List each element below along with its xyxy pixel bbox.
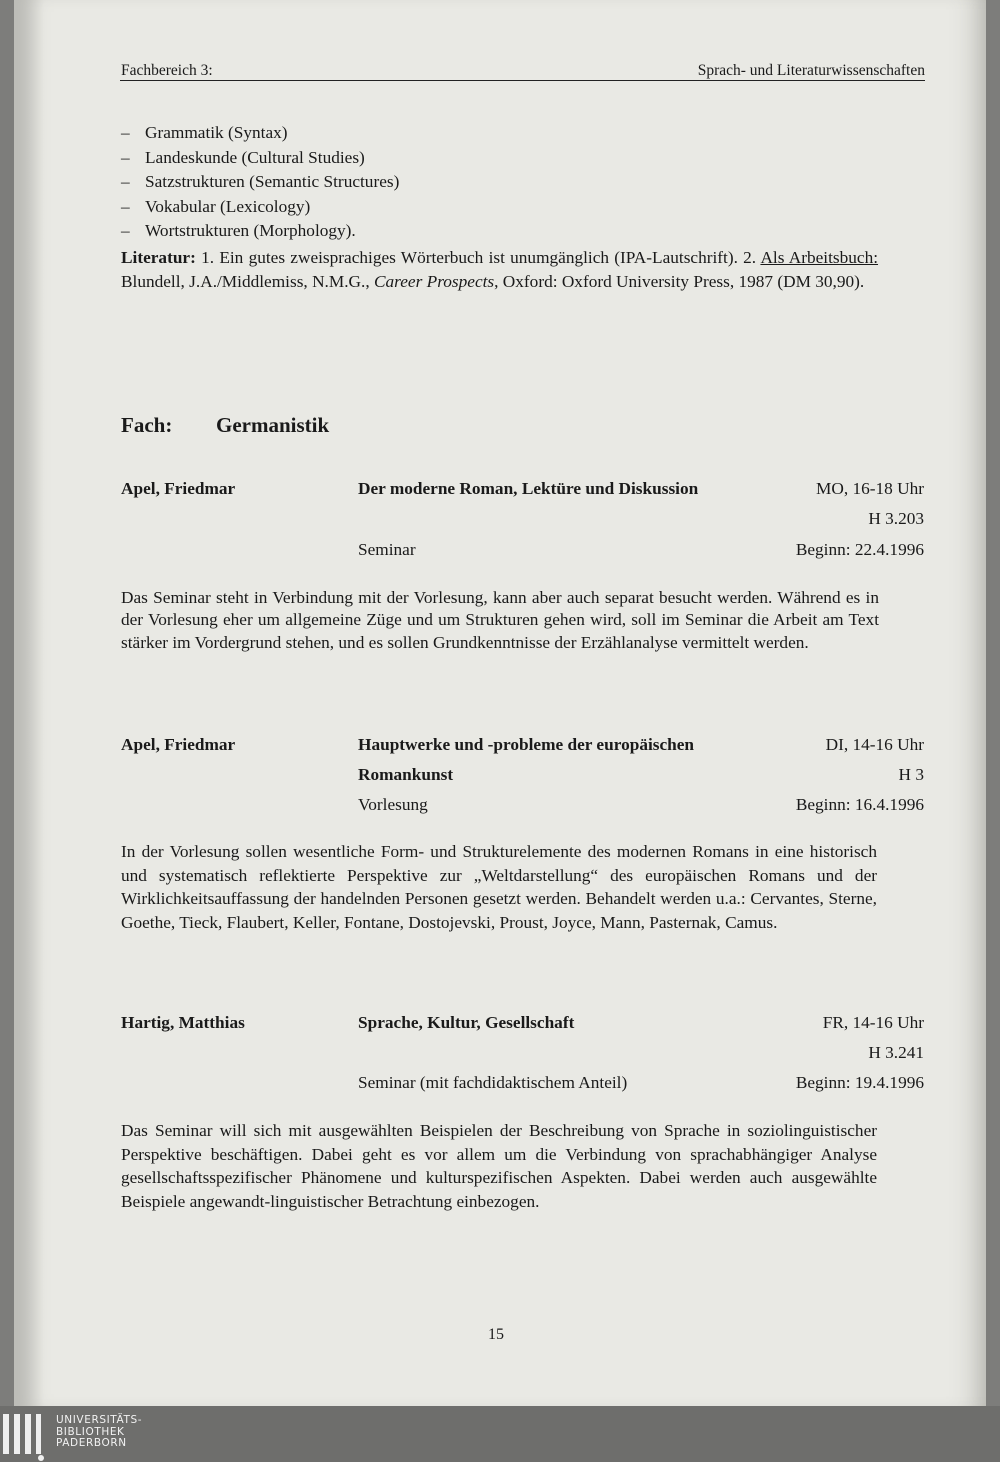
course-description: Das Seminar will sich mit ausgewählten Beispielen der Beschreibung von Sprache in soziolinguistischer Perspektive beschäftigen. Dabei geht es vor allem um die Verbindung von sprachabhängiger Analyse gesellschaftsspezifischer Phänomene und kulturspezifischen Aspekten. Dabei werden auch ausgewählte Beispiele angewandt-linguistischer Betrachtung einbezogen. [121,1121,877,1211]
course-title-line2: Romankunst [358,765,454,784]
list-item: – Landeskunde (Cultural Studies) [121,146,399,171]
topic-list [121,121,399,244]
list-item: – Grammatik (Syntax) [121,121,399,146]
list-dash: – [121,196,130,216]
course-title: Der moderne Roman, Lektüre und Diskussion [358,479,699,498]
course-type: Seminar [358,540,416,559]
course-lecturer: Apel, Friedmar [121,479,236,498]
library-footer [0,1406,1000,1462]
course-title: Sprache, Kultur, Gesellschaft [358,1013,575,1032]
course-type: Seminar (mit fachdidaktischem Anteil) [358,1073,628,1092]
list-dash: – [121,221,130,240]
course-time: MO, 16-18 Uhr [816,479,924,498]
course-type: Vorlesung [358,795,428,814]
header-department: Sprach- und Literaturwissenschaften [697,62,925,79]
course-room: H 3.203 [868,509,924,528]
course-title: Hauptwerke und -probleme der europäischen [358,735,695,754]
library-name: UNIVERSITÄTS- BIBLIOTHEK PADERBORN [56,1414,143,1450]
course-time: DI, 14-16 Uhr [825,735,924,754]
course-lecturer: Apel, Friedmar [121,735,236,754]
list-item: – Satzstrukturen (Semantic Structures) [121,170,399,195]
subject-label: Fach: [121,413,173,437]
header-rule [120,80,925,81]
course-room: H 3 [898,765,924,784]
literature-label: Literatur: [121,248,196,267]
literature-paragraph: Literatur: 1. Ein gutes zweisprachiges Wörterbuch ist unumgänglich (IPA-Lautschrift). 2. Als Arbeitsbuch: Blundell, J.A./Middlemiss, N.M.G., Career Prospects, Oxford: Oxford University Press, 1987 (DM 30,90). [121,248,879,291]
workbook-label: Als Arbeitsbuch: [760,248,879,267]
course-description: Das Seminar steht in Verbindung mit der Vorlesung, kann aber auch separat besucht werden. Während es in der Vorlesung eher um allgemeine Züge und um Strukturen gehen wird, soll im Seminar die Arbeit am Text stärker im Vordergrund stehen, und es sollen Grundkenntnisse der Erzählanalyse vermittelt werden. [121,588,879,652]
page-number: 15 [488,1326,504,1343]
subject-title: Germanistik [216,413,330,437]
list-dash: – [121,123,130,142]
header-faculty: Fachbereich 3: [121,62,213,79]
course-start: Beginn: 22.4.1996 [795,540,924,559]
course-room: H 3.241 [868,1043,924,1062]
list-item: – Vokabular (Lexicology) [121,195,399,220]
list-item: – Wortstrukturen (Morphology). [121,219,399,244]
logo-dot-icon [38,1455,44,1461]
book-title: Career Prospects [374,271,495,291]
course-start: Beginn: 16.4.1996 [795,795,924,814]
course-lecturer: Hartig, Matthias [121,1013,245,1032]
course-start: Beginn: 19.4.1996 [795,1073,924,1092]
list-dash: – [121,172,130,191]
list-dash: – [121,147,130,167]
course-time: FR, 14-16 Uhr [822,1013,924,1032]
course-description: In der Vorlesung sollen wesentliche Form- und Strukturelemente des modernen Romans in eine historisch und systematisch reflektierte Perspektive zur „Weltdarstellung“ des europäischen Romans und der Wirklichkeitsauffassung der handelnden Personen gesetzt werden. Behandelt werden u.a.: Cervantes, Sterne, Goethe, Tieck, Flaubert, Keller, Fontane, Dostojevski, Proust, Joyce, Mann, Pasternak, Camus. [121,842,877,932]
